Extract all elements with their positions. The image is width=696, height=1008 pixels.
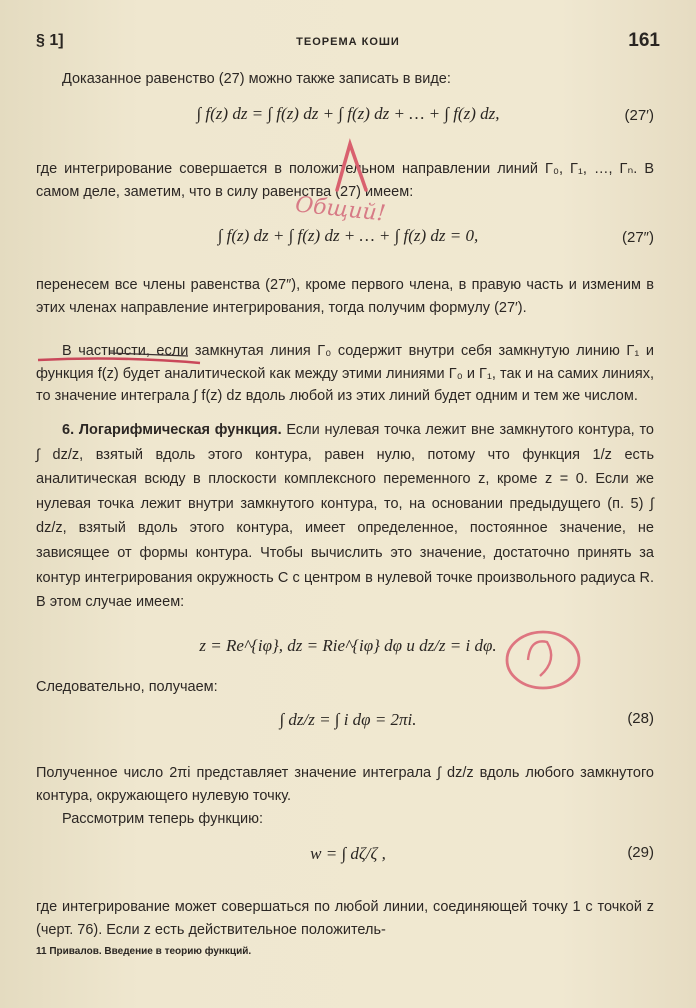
paragraph-5 (36, 418, 654, 615)
equation-27-double-prime (0, 226, 696, 272)
page-number: 161 (628, 30, 660, 51)
equation-number: (29) (627, 844, 654, 861)
paragraph-7: Полученное число 2πi представляет значение интеграла ∫ dz/z вдоль любого замкнутого контура, окружающего нулевую точку. (36, 765, 654, 804)
paragraph-6: Следовательно, получаем: (36, 679, 218, 695)
paragraph-9: где интегрирование может совершаться по любой линии, соединяющей точку 1 с точкой z (черт. 76). Если z есть действительное положитель- (36, 899, 654, 938)
equation-body: w = ∫ dζ/ζ , (310, 844, 386, 863)
equation-body: ∫ dz/z = ∫ i dφ = 2πi. (279, 710, 417, 729)
equation-27-prime (0, 104, 696, 150)
handwritten-note: Общий! (293, 192, 387, 227)
running-header (36, 30, 660, 54)
equation-29 (0, 840, 696, 890)
equation-number: (27′) (624, 107, 654, 124)
equation-body: ∫ f(z) dz + ∫ f(z) dz + … + ∫ f(z) dz = 0, (217, 226, 479, 245)
subsection-heading: 6. Логарифмическая функция. (62, 422, 282, 438)
equation-number: (28) (627, 710, 654, 727)
section-mark: § 1] (36, 32, 64, 49)
equation-28 (0, 708, 696, 754)
footer-signature: 11 Привалов. Введение в теорию функций. (36, 946, 252, 957)
paragraph-2: где интегрирование совершается в положительном направлении линий Γ₀, Γ₁, …, Γₙ. В самом деле, заметим, что в силу равенства (27) имеем: (36, 161, 654, 200)
equation-polar (0, 636, 696, 666)
paragraph-4: В частности, если замкнутая линия Γ₀ содержит внутри себя замкнутую линию Γ₁ и функция f(z) будет аналитической как между этими линиями Γ₀ и Γ₁, так и на самих линиях, то значение интеграла ∫ f(z) dz вдоль любой из этих линий будет одним и тем же числом. (36, 343, 654, 404)
paragraph-8: Рассмотрим теперь функцию: (62, 811, 264, 827)
paragraph-5-text: Если нулевая точка лежит вне замкнутого контура, то ∫ dz/z, взятый вдоль этого контура, равен нулю, потому что функция 1/z есть аналитическая всюду в плоскости комплексного переменного z, кроме z = 0. Если же нулевая точка лежит внутри замкнутого контура, то, на основании предыдущего (п. 5) ∫ dz/z, взятый вдоль этого контура, имеет определенное, постоянное значение, не зависящее от формы контура. Чтобы вычислить это значение, достаточно принять за контур интегрирования окружность C с центром в нулевой точке произвольного радиуса R. В этом случае имеем: (36, 422, 654, 611)
paragraph-1: Доказанное равенство (27) можно также записать в виде: (62, 71, 451, 87)
chapter-title: ТЕОРЕМА КОШИ (296, 36, 400, 48)
paragraph-3: перенесем все члены равенства (27″), кроме первого члена, в правую часть и изменим в этих членах направление интегрирования, тогда получим формулу (27′). (36, 277, 654, 316)
equation-number: (27″) (622, 229, 654, 246)
equation-body: ∫ f(z) dz = ∫ f(z) dz + ∫ f(z) dz + … + ∫ f(z) dz, (196, 104, 500, 123)
equation-body: z = Re^{iφ}, dz = Rie^{iφ} dφ и dz/z = i dφ. (199, 636, 497, 655)
